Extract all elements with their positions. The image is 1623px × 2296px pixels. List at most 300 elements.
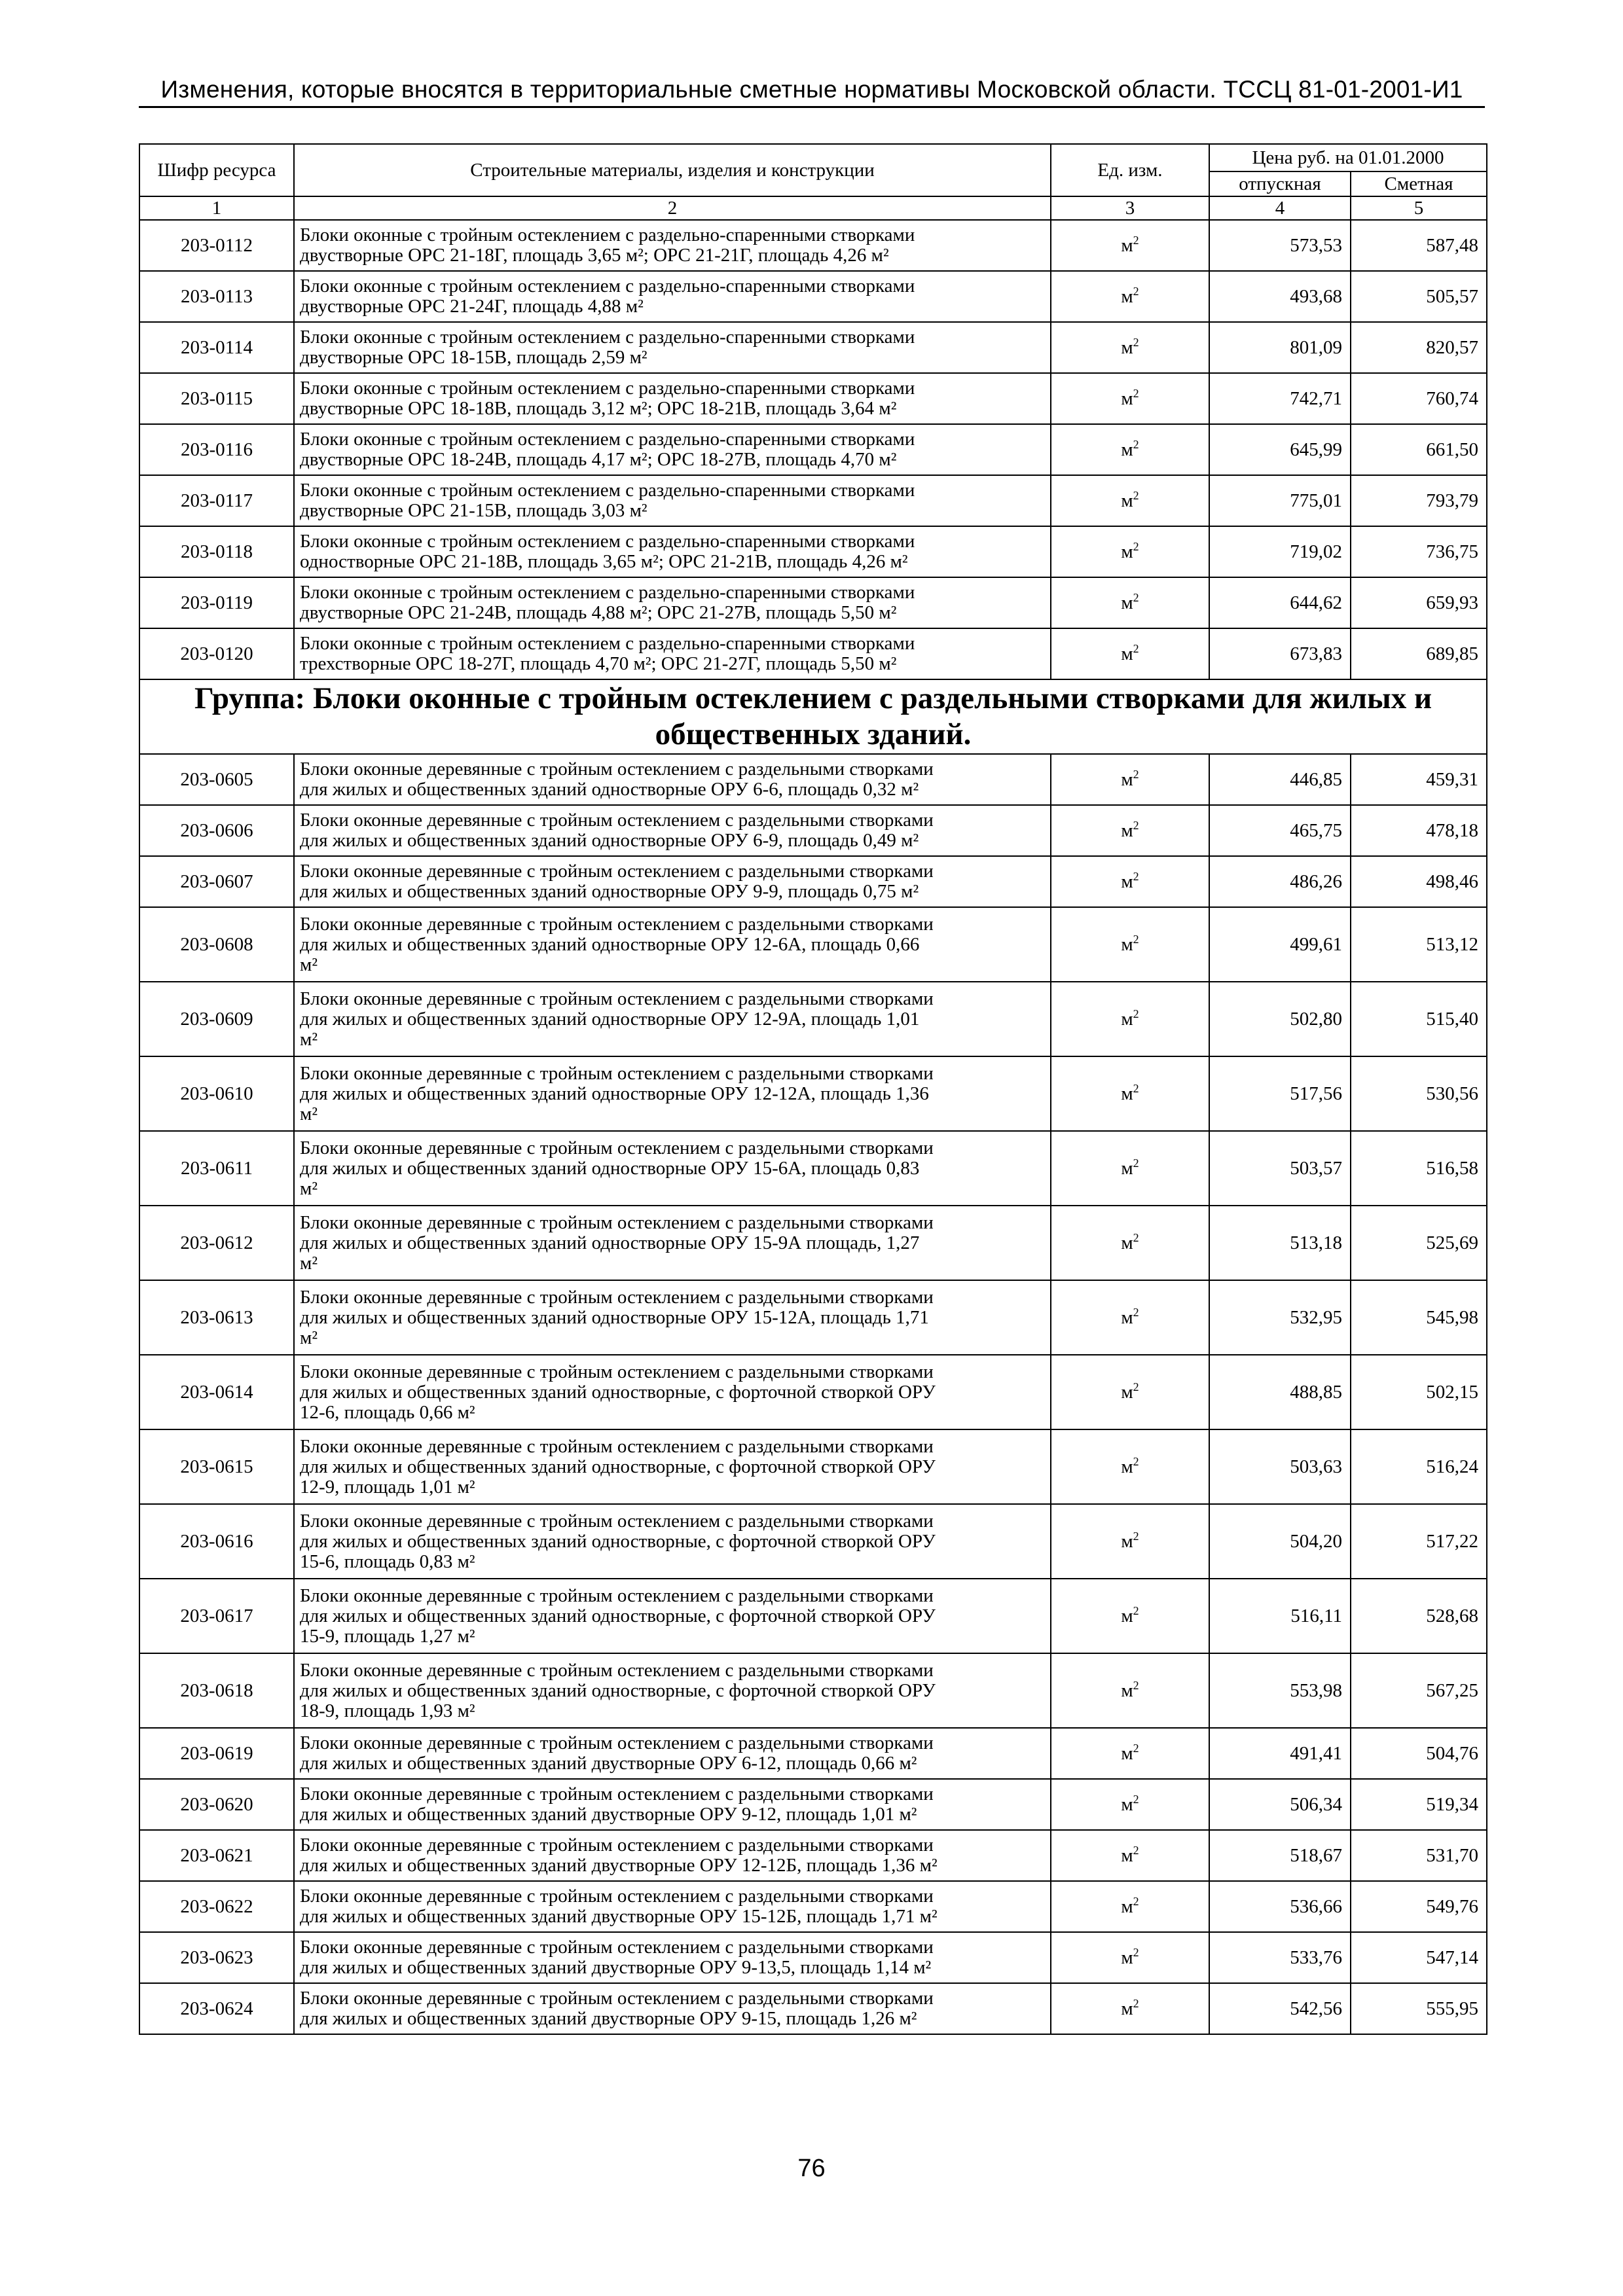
resource-code-cell: 203-0623 xyxy=(139,1932,294,1983)
description-line: м² xyxy=(300,1177,318,1199)
resource-code-cell: 203-0617 xyxy=(139,1579,294,1653)
estimate-price-cell: 567,25 xyxy=(1351,1653,1487,1728)
unit-base: м xyxy=(1121,1998,1133,2019)
unit-cell xyxy=(1051,475,1209,526)
description-line: 15-9, площадь 1,27 м² xyxy=(300,1625,475,1647)
unit-cell xyxy=(1051,628,1209,679)
estimate-price-cell: 547,14 xyxy=(1351,1932,1487,1983)
unit-cell xyxy=(1051,1983,1209,2034)
column-header-description: Строительные материалы, изделия и конструкции xyxy=(294,144,1051,196)
description-cell xyxy=(294,1779,1051,1830)
unit-cell xyxy=(1051,1131,1209,1206)
description-line: Блоки оконные деревянные с тройным остеклением с раздельными створками xyxy=(300,1835,934,1856)
description-cell xyxy=(294,220,1051,271)
description-line: Блоки оконные деревянные с тройным остеклением с раздельными створками xyxy=(300,1286,934,1308)
unit-exponent: 2 xyxy=(1133,335,1139,349)
table-row xyxy=(139,1881,1487,1932)
release-price-cell: 742,71 xyxy=(1209,373,1351,424)
table-row xyxy=(139,1429,1487,1504)
description-cell xyxy=(294,1728,1051,1779)
description-line: м² xyxy=(300,1252,318,1274)
unit-exponent: 2 xyxy=(1133,1945,1139,1959)
unit-base: м xyxy=(1121,1456,1133,1477)
table-row xyxy=(139,805,1487,856)
release-price-cell: 503,57 xyxy=(1209,1131,1351,1206)
column-header-unit: Ед. изм. xyxy=(1051,144,1209,196)
description-line: Блоки оконные с тройным остеклением с раздельно-спаренными створками xyxy=(300,480,915,501)
description-cell xyxy=(294,907,1051,982)
estimate-price-cell: 515,40 xyxy=(1351,982,1487,1056)
release-price-cell: 506,34 xyxy=(1209,1779,1351,1830)
unit-exponent: 2 xyxy=(1133,488,1139,502)
description-line: Блоки оконные с тройным остеклением с раздельно-спаренными створками xyxy=(300,378,915,399)
table-row xyxy=(139,982,1487,1056)
description-line: Блоки оконные деревянные с тройным остеклением с раздельными створками xyxy=(300,913,934,935)
unit-cell xyxy=(1051,271,1209,322)
release-price-cell: 775,01 xyxy=(1209,475,1351,526)
description-line: для жилых и общественных зданий одностворные, с форточной створкой ОРУ xyxy=(300,1530,936,1552)
column-number: 3 xyxy=(1051,196,1209,220)
unit-exponent: 2 xyxy=(1133,590,1139,604)
description-line: двустворные ОРС 21-18Г, площадь 3,65 м²; ОРС 21-21Г, площадь 4,26 м² xyxy=(300,245,889,266)
release-price-cell: 536,66 xyxy=(1209,1881,1351,1932)
description-cell xyxy=(294,1983,1051,2034)
unit-cell xyxy=(1051,1355,1209,1429)
unit-exponent: 2 xyxy=(1133,1380,1139,1393)
estimate-price-cell: 505,57 xyxy=(1351,271,1487,322)
description-line: 12-6, площадь 0,66 м² xyxy=(300,1401,475,1423)
description-line: Блоки оконные деревянные с тройным остеклением с раздельными створками xyxy=(300,1510,934,1532)
unit-base: м xyxy=(1121,1157,1133,1179)
table-row xyxy=(139,1779,1487,1830)
description-cell xyxy=(294,754,1051,805)
unit-cell xyxy=(1051,856,1209,907)
table-row xyxy=(139,373,1487,424)
estimate-price-cell: 689,85 xyxy=(1351,628,1487,679)
unit-cell xyxy=(1051,322,1209,373)
unit-base: м xyxy=(1121,870,1133,892)
unit-cell xyxy=(1051,526,1209,577)
description-line: двустворные ОРС 18-24В, площадь 4,17 м²; ОРС 18-27В, площадь 4,70 м² xyxy=(300,449,897,470)
estimate-price-cell: 504,76 xyxy=(1351,1728,1487,1779)
release-price-cell: 499,61 xyxy=(1209,907,1351,982)
description-cell xyxy=(294,1355,1051,1429)
description-line: для жилых и общественных зданий одностворные ОРУ 15-6А, площадь 0,83 xyxy=(300,1157,920,1179)
release-price-cell: 644,62 xyxy=(1209,577,1351,628)
estimate-price-cell: 793,79 xyxy=(1351,475,1487,526)
release-price-cell: 532,95 xyxy=(1209,1280,1351,1355)
unit-base: м xyxy=(1121,1793,1133,1815)
estimate-price-cell: 519,34 xyxy=(1351,1779,1487,1830)
estimate-price-cell: 555,95 xyxy=(1351,1983,1487,2034)
unit-exponent: 2 xyxy=(1133,767,1139,781)
description-cell xyxy=(294,1830,1051,1881)
unit-base: м xyxy=(1121,336,1133,358)
description-line: Блоки оконные с тройным остеклением с раздельно-спаренными створками xyxy=(300,276,915,296)
unit-exponent: 2 xyxy=(1133,932,1139,946)
unit-base: м xyxy=(1121,285,1133,307)
description-line: Блоки оконные деревянные с тройным остеклением с раздельными створками xyxy=(300,1886,934,1907)
description-line: для жилых и общественных зданий одностворные, с форточной створкой ОРУ xyxy=(300,1605,936,1626)
unit-exponent: 2 xyxy=(1133,1007,1139,1020)
description-line: для жилых и общественных зданий одностворные ОРУ 15-12А, площадь 1,71 xyxy=(300,1306,929,1328)
unit-exponent: 2 xyxy=(1133,233,1139,247)
table-row xyxy=(139,1280,1487,1355)
description-cell xyxy=(294,628,1051,679)
table-row xyxy=(139,1131,1487,1206)
resource-code-cell: 203-0117 xyxy=(139,475,294,526)
unit-cell xyxy=(1051,577,1209,628)
table-row xyxy=(139,856,1487,907)
release-price-cell: 446,85 xyxy=(1209,754,1351,805)
resource-code-cell: 203-0608 xyxy=(139,907,294,982)
estimate-price-cell: 516,24 xyxy=(1351,1429,1487,1504)
unit-exponent: 2 xyxy=(1133,869,1139,883)
release-price-cell: 465,75 xyxy=(1209,805,1351,856)
description-line: 12-9, площадь 1,01 м² xyxy=(300,1476,475,1498)
unit-exponent: 2 xyxy=(1133,818,1139,832)
unit-base: м xyxy=(1121,643,1133,664)
unit-cell xyxy=(1051,1206,1209,1280)
description-cell xyxy=(294,424,1051,475)
description-cell xyxy=(294,1579,1051,1653)
release-price-cell: 553,98 xyxy=(1209,1653,1351,1728)
description-line: для жилых и общественных зданий одностворные, с форточной створкой ОРУ xyxy=(300,1456,936,1477)
unit-exponent: 2 xyxy=(1133,1792,1139,1806)
unit-base: м xyxy=(1121,1844,1133,1866)
release-price-cell: 504,20 xyxy=(1209,1504,1351,1579)
description-line: Блоки оконные с тройным остеклением с раздельно-спаренными створками xyxy=(300,327,915,348)
unit-cell xyxy=(1051,754,1209,805)
unit-exponent: 2 xyxy=(1133,1843,1139,1857)
unit-exponent: 2 xyxy=(1133,284,1139,298)
page-header-title: Изменения, которые вносятся в территориальные сметные нормативы Московской области. ТССЦ 81-01-2001-И1 xyxy=(139,76,1485,108)
estimate-price-cell: 525,69 xyxy=(1351,1206,1487,1280)
table-row xyxy=(139,475,1487,526)
description-cell xyxy=(294,271,1051,322)
release-price-cell: 488,85 xyxy=(1209,1355,1351,1429)
description-line: Блоки оконные деревянные с тройным остеклением с раздельными створками xyxy=(300,1211,934,1233)
unit-cell xyxy=(1051,1728,1209,1779)
resource-code-cell: 203-0624 xyxy=(139,1983,294,2034)
page-number: 76 xyxy=(797,2155,826,2182)
description-cell xyxy=(294,475,1051,526)
table-row xyxy=(139,1983,1487,2034)
unit-cell xyxy=(1051,1881,1209,1932)
table-row xyxy=(139,1728,1487,1779)
description-cell xyxy=(294,1280,1051,1355)
unit-cell xyxy=(1051,1056,1209,1131)
release-price-cell: 518,67 xyxy=(1209,1830,1351,1881)
unit-cell xyxy=(1051,1280,1209,1355)
description-line: двустворные ОРС 18-18В, площадь 3,12 м²; ОРС 18-21В, площадь 3,64 м² xyxy=(300,398,897,419)
description-line: Блоки оконные с тройным остеклением с раздельно-спаренными створками xyxy=(300,582,915,603)
unit-exponent: 2 xyxy=(1133,1305,1139,1319)
description-line: Блоки оконные деревянные с тройным остеклением с раздельными створками xyxy=(300,1732,934,1753)
unit-cell xyxy=(1051,373,1209,424)
unit-base: м xyxy=(1121,768,1133,790)
resource-code-cell: 203-0616 xyxy=(139,1504,294,1579)
estimate-price-cell: 820,57 xyxy=(1351,322,1487,373)
description-line: для жилых и общественных зданий одностворные ОРУ 9-9, площадь 0,75 м² xyxy=(300,881,919,902)
unit-base: м xyxy=(1121,1008,1133,1030)
table-row xyxy=(139,220,1487,271)
unit-base: м xyxy=(1121,1232,1133,1253)
unit-base: м xyxy=(1121,439,1133,460)
unit-exponent: 2 xyxy=(1133,437,1139,451)
description-line: для жилых и общественных зданий одностворные ОРУ 15-9А площадь, 1,27 xyxy=(300,1232,920,1253)
table-row xyxy=(139,1206,1487,1280)
estimate-price-cell: 760,74 xyxy=(1351,373,1487,424)
unit-base: м xyxy=(1121,1946,1133,1968)
release-price-cell: 673,83 xyxy=(1209,628,1351,679)
unit-base: м xyxy=(1121,490,1133,511)
unit-base: м xyxy=(1121,541,1133,562)
table-header-row xyxy=(139,144,1487,171)
estimate-price-cell: 661,50 xyxy=(1351,424,1487,475)
resource-code-cell: 203-0605 xyxy=(139,754,294,805)
estimate-price-cell: 736,75 xyxy=(1351,526,1487,577)
unit-base: м xyxy=(1121,1530,1133,1552)
table-row xyxy=(139,424,1487,475)
release-price-cell: 486,26 xyxy=(1209,856,1351,907)
release-price-cell: 502,80 xyxy=(1209,982,1351,1056)
resource-code-cell: 203-0615 xyxy=(139,1429,294,1504)
unit-base: м xyxy=(1121,1306,1133,1328)
estimate-price-cell: 502,15 xyxy=(1351,1355,1487,1429)
unit-base: м xyxy=(1121,933,1133,955)
description-line: для жилых и общественных зданий одностворные ОРУ 12-6А, площадь 0,66 xyxy=(300,933,920,955)
column-number: 4 xyxy=(1209,196,1351,220)
group-heading: Группа: Блоки оконные с тройным остеклением с раздельными створками для жилых и общественных зданий. xyxy=(139,679,1487,754)
column-header-code: Шифр ресурса xyxy=(139,144,294,196)
description-cell xyxy=(294,577,1051,628)
unit-base: м xyxy=(1121,1742,1133,1764)
resource-code-cell: 203-0113 xyxy=(139,271,294,322)
table-row xyxy=(139,1056,1487,1131)
description-line: двустворные ОРС 18-15В, площадь 2,59 м² xyxy=(300,347,647,368)
description-line: м² xyxy=(300,1103,318,1124)
description-line: для жилых и общественных зданий двустворные ОРУ 6-12, площадь 0,66 м² xyxy=(300,1753,917,1774)
table-row xyxy=(139,1653,1487,1728)
estimate-price-cell: 659,93 xyxy=(1351,577,1487,628)
unit-cell xyxy=(1051,1779,1209,1830)
resource-code-cell: 203-0618 xyxy=(139,1653,294,1728)
table-row xyxy=(139,1355,1487,1429)
unit-base: м xyxy=(1121,1679,1133,1701)
description-line: Блоки оконные деревянные с тройным остеклением с раздельными створками xyxy=(300,1435,934,1457)
estimate-price-cell: 545,98 xyxy=(1351,1280,1487,1355)
description-line: для жилых и общественных зданий двустворные ОРУ 9-13,5, площадь 1,14 м² xyxy=(300,1957,932,1978)
description-cell xyxy=(294,373,1051,424)
table-row xyxy=(139,271,1487,322)
unit-exponent: 2 xyxy=(1133,539,1139,553)
description-line: Блоки оконные деревянные с тройным остеклением с раздельными створками xyxy=(300,759,934,780)
estimate-price-cell: 459,31 xyxy=(1351,754,1487,805)
unit-base: м xyxy=(1121,592,1133,613)
unit-cell xyxy=(1051,907,1209,982)
price-table-body xyxy=(139,144,1487,2034)
description-line: Блоки оконные с тройным остеклением с раздельно-спаренными створками xyxy=(300,633,915,654)
unit-cell xyxy=(1051,1830,1209,1881)
unit-exponent: 2 xyxy=(1133,1894,1139,1908)
unit-exponent: 2 xyxy=(1133,1454,1139,1468)
description-line: одностворные ОРС 21-18В, площадь 3,65 м²; ОРС 21-21В, площадь 4,26 м² xyxy=(300,551,908,572)
description-line: для жилых и общественных зданий одностворные, с форточной створкой ОРУ xyxy=(300,1679,936,1701)
estimate-price-cell: 498,46 xyxy=(1351,856,1487,907)
description-line: Блоки оконные деревянные с тройным остеклением с раздельными створками xyxy=(300,1784,934,1804)
unit-exponent: 2 xyxy=(1133,1604,1139,1617)
release-price-cell: 719,02 xyxy=(1209,526,1351,577)
resource-code-cell: 203-0114 xyxy=(139,322,294,373)
description-cell xyxy=(294,1504,1051,1579)
unit-cell xyxy=(1051,982,1209,1056)
description-line: Блоки оконные деревянные с тройным остеклением с раздельными створками xyxy=(300,1659,934,1681)
release-price-cell: 503,63 xyxy=(1209,1429,1351,1504)
resource-code-cell: 203-0610 xyxy=(139,1056,294,1131)
column-header-estimate-price: Сметная xyxy=(1351,171,1487,196)
unit-base: м xyxy=(1121,1381,1133,1403)
resource-code-cell: 203-0619 xyxy=(139,1728,294,1779)
resource-code-cell: 203-0621 xyxy=(139,1830,294,1881)
description-line: м² xyxy=(300,1327,318,1348)
resource-code-cell: 203-0620 xyxy=(139,1779,294,1830)
table-row xyxy=(139,754,1487,805)
table-row xyxy=(139,1579,1487,1653)
estimate-price-cell: 530,56 xyxy=(1351,1056,1487,1131)
description-line: для жилых и общественных зданий двустворные ОРУ 9-12, площадь 1,01 м² xyxy=(300,1804,917,1825)
unit-exponent: 2 xyxy=(1133,386,1139,400)
resource-code-cell: 203-0609 xyxy=(139,982,294,1056)
description-line: двустворные ОРС 21-15В, площадь 3,03 м² xyxy=(300,500,647,521)
release-price-cell: 493,68 xyxy=(1209,271,1351,322)
resource-code-cell: 203-0115 xyxy=(139,373,294,424)
table-row xyxy=(139,1932,1487,1983)
unit-base: м xyxy=(1121,1895,1133,1917)
resource-code-cell: 203-0606 xyxy=(139,805,294,856)
release-price-cell: 517,56 xyxy=(1209,1056,1351,1131)
description-line: Блоки оконные с тройным остеклением с раздельно-спаренными створками xyxy=(300,429,915,450)
description-line: м² xyxy=(300,1028,318,1050)
release-price-cell: 516,11 xyxy=(1209,1579,1351,1653)
unit-cell xyxy=(1051,1504,1209,1579)
description-line: м² xyxy=(300,954,318,975)
description-cell xyxy=(294,526,1051,577)
column-header-price: Цена руб. на 01.01.2000 xyxy=(1209,144,1487,171)
description-cell xyxy=(294,322,1051,373)
resource-code-cell: 203-0612 xyxy=(139,1206,294,1280)
unit-exponent: 2 xyxy=(1133,1996,1139,2010)
description-cell xyxy=(294,1131,1051,1206)
description-line: Блоки оконные деревянные с тройным остеклением с раздельными створками xyxy=(300,1361,934,1382)
description-line: Блоки оконные деревянные с тройным остеклением с раздельными створками xyxy=(300,1137,934,1158)
resource-code-cell: 203-0607 xyxy=(139,856,294,907)
estimate-price-cell: 587,48 xyxy=(1351,220,1487,271)
description-line: 15-6, площадь 0,83 м² xyxy=(300,1551,475,1572)
unit-exponent: 2 xyxy=(1133,1741,1139,1755)
estimate-price-cell: 513,12 xyxy=(1351,907,1487,982)
unit-base: м xyxy=(1121,387,1133,409)
description-cell xyxy=(294,1206,1051,1280)
description-cell xyxy=(294,1056,1051,1131)
resource-code-cell: 203-0112 xyxy=(139,220,294,271)
description-line: Блоки оконные деревянные с тройным остеклением с раздельными створками xyxy=(300,1988,934,2009)
resource-code-cell: 203-0119 xyxy=(139,577,294,628)
description-line: Блоки оконные деревянные с тройным остеклением с раздельными створками xyxy=(300,1585,934,1606)
description-line: для жилых и общественных зданий двустворные ОРУ 9-15, площадь 1,26 м² xyxy=(300,2008,917,2029)
unit-cell xyxy=(1051,1429,1209,1504)
column-number: 1 xyxy=(139,196,294,220)
description-cell xyxy=(294,982,1051,1056)
resource-code-cell: 203-0611 xyxy=(139,1131,294,1206)
release-price-cell: 542,56 xyxy=(1209,1983,1351,2034)
resource-code-cell: 203-0613 xyxy=(139,1280,294,1355)
description-line: Блоки оконные деревянные с тройным остеклением с раздельными створками xyxy=(300,861,934,882)
release-price-cell: 491,41 xyxy=(1209,1728,1351,1779)
description-line: для жилых и общественных зданий одностворные ОРУ 6-9, площадь 0,49 м² xyxy=(300,830,919,851)
description-line: 18-9, площадь 1,93 м² xyxy=(300,1700,475,1721)
unit-base: м xyxy=(1121,234,1133,256)
table-row xyxy=(139,322,1487,373)
description-cell xyxy=(294,805,1051,856)
estimate-price-cell: 528,68 xyxy=(1351,1579,1487,1653)
estimate-price-cell: 549,76 xyxy=(1351,1881,1487,1932)
description-line: для жилых и общественных зданий одностворные ОРУ 12-9А, площадь 1,01 xyxy=(300,1008,920,1030)
table-row xyxy=(139,907,1487,982)
estimate-price-cell: 517,22 xyxy=(1351,1504,1487,1579)
estimate-price-cell: 516,58 xyxy=(1351,1131,1487,1206)
description-line: Блоки оконные деревянные с тройным остеклением с раздельными створками xyxy=(300,810,934,831)
description-line: для жилых и общественных зданий одностворные ОРУ 6-6, площадь 0,32 м² xyxy=(300,779,919,800)
resource-code-cell: 203-0116 xyxy=(139,424,294,475)
unit-cell xyxy=(1051,220,1209,271)
estimate-price-cell: 478,18 xyxy=(1351,805,1487,856)
description-line: Блоки оконные деревянные с тройным остеклением с раздельными створками xyxy=(300,1937,934,1958)
unit-cell xyxy=(1051,424,1209,475)
unit-exponent: 2 xyxy=(1133,1081,1139,1095)
description-cell xyxy=(294,1932,1051,1983)
unit-base: м xyxy=(1121,1083,1133,1104)
description-line: двустворные ОРС 21-24В, площадь 4,88 м²; ОРС 21-27В, площадь 5,50 м² xyxy=(300,602,897,623)
unit-base: м xyxy=(1121,819,1133,841)
table-row xyxy=(139,1504,1487,1579)
column-number: 5 xyxy=(1351,196,1487,220)
description-line: Блоки оконные с тройным остеклением с раздельно-спаренными створками xyxy=(300,224,915,245)
price-table xyxy=(139,143,1487,2035)
unit-exponent: 2 xyxy=(1133,1156,1139,1170)
description-line: для жилых и общественных зданий двустворные ОРУ 15-12Б, площадь 1,71 м² xyxy=(300,1906,938,1927)
description-line: Блоки оконные деревянные с тройным остеклением с раздельными створками xyxy=(300,1062,934,1084)
resource-code-cell: 203-0118 xyxy=(139,526,294,577)
estimate-price-cell: 531,70 xyxy=(1351,1830,1487,1881)
resource-code-cell: 203-0622 xyxy=(139,1881,294,1932)
description-cell xyxy=(294,1429,1051,1504)
release-price-cell: 513,18 xyxy=(1209,1206,1351,1280)
unit-exponent: 2 xyxy=(1133,641,1139,655)
column-number: 2 xyxy=(294,196,1051,220)
resource-code-cell: 203-0120 xyxy=(139,628,294,679)
resource-code-cell: 203-0614 xyxy=(139,1355,294,1429)
unit-exponent: 2 xyxy=(1133,1529,1139,1543)
description-cell xyxy=(294,856,1051,907)
release-price-cell: 533,76 xyxy=(1209,1932,1351,1983)
release-price-cell: 573,53 xyxy=(1209,220,1351,271)
unit-exponent: 2 xyxy=(1133,1230,1139,1244)
description-cell xyxy=(294,1881,1051,1932)
description-line: двустворные ОРС 21-24Г, площадь 4,88 м² xyxy=(300,296,644,317)
unit-cell xyxy=(1051,805,1209,856)
unit-base: м xyxy=(1121,1605,1133,1626)
